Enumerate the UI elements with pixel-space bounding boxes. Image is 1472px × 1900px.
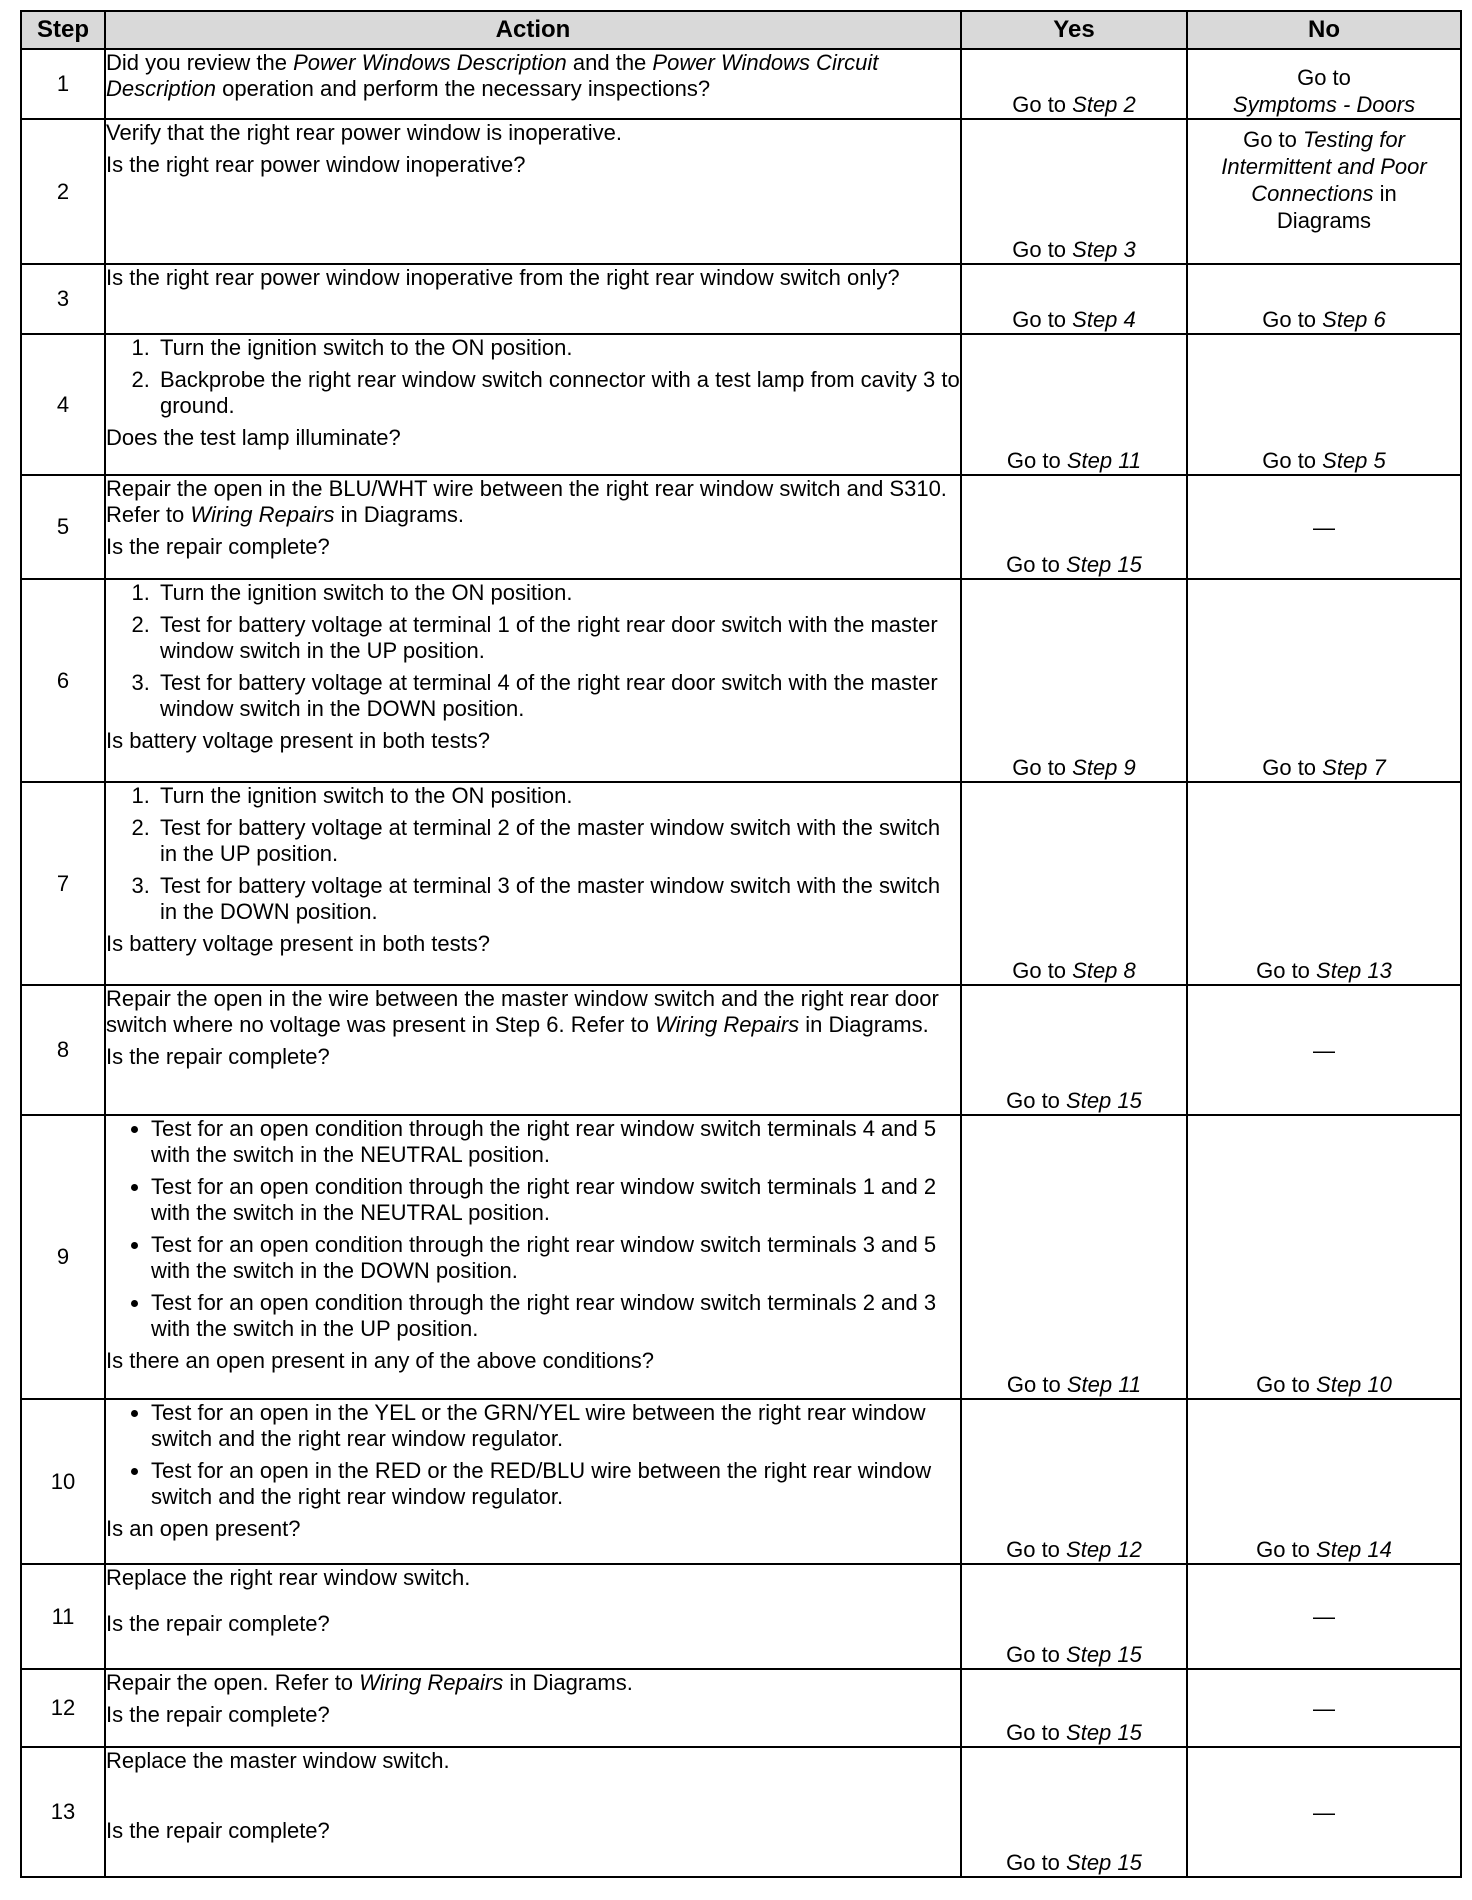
action-text: Repair the open. Refer to Wiring Repairs in Diagrams. (106, 1670, 633, 1695)
yes-cell: Go to Step 11 (961, 1115, 1187, 1399)
action-text: Replace the master window switch. (106, 1748, 450, 1773)
action-question: Is there an open present in any of the above conditions? (106, 1348, 654, 1373)
step-number: 5 (21, 475, 105, 579)
yes-cell: Go to Step 3 (961, 119, 1187, 264)
step-reference: Step 2 (1072, 92, 1136, 117)
table-row (21, 782, 1461, 985)
action-question: Is the repair complete? (106, 1611, 330, 1636)
no-cell (1187, 1669, 1461, 1747)
no-cell (1187, 475, 1461, 579)
list-item: 3. Test for battery voltage at terminal 4 of the right rear door switch with the master window switch in the DOWN position. (156, 670, 960, 722)
reference-link: Power Windows Description (293, 50, 567, 75)
step-reference: Step 10 (1316, 1372, 1392, 1397)
list-item: 2. Test for battery voltage at terminal 2 of the master window switch with the switch in the UP position. (156, 815, 960, 867)
action-cell (105, 579, 961, 782)
procedure-list (106, 335, 960, 419)
no-cell: Go to Step 13 (1187, 782, 1461, 985)
table-row (21, 119, 1461, 264)
table-row (21, 475, 1461, 579)
action-question: Does the test lamp illuminate? (106, 425, 401, 450)
list-item: 1. Turn the ignition switch to the ON position. (156, 783, 960, 809)
yes-cell: Go to Step 12 (961, 1399, 1187, 1564)
table-row (21, 985, 1461, 1115)
header-action: Action (105, 11, 961, 49)
yes-cell: Go to Step 15 (961, 1669, 1187, 1747)
list-item: • Test for an open condition through the right rear window switch terminals 4 and 5 with the switch in the NEUTRAL position. (151, 1116, 960, 1168)
header-step: Step (21, 11, 105, 49)
step-reference: Step 8 (1072, 958, 1136, 983)
no-cell: Go to Step 10 (1187, 1115, 1461, 1399)
action-question: Is an open present? (106, 1516, 301, 1541)
reference-link: Power Windows Circuit Description (106, 50, 879, 101)
action-cell (105, 475, 961, 579)
procedure-list (106, 783, 960, 925)
step-reference: Step 11 (1066, 448, 1142, 473)
table-row (21, 49, 1461, 119)
not-applicable-dash: — (1313, 1799, 1335, 1825)
action-text: Verify that the right rear power window is inoperative. (106, 120, 623, 145)
action-text: Replace the right rear window switch. (106, 1565, 471, 1590)
step-reference: Step 7 (1322, 755, 1386, 780)
diagnostic-table (20, 10, 1462, 1878)
list-item: 1. Turn the ignition switch to the ON position. (156, 335, 960, 361)
action-cell (105, 1564, 961, 1669)
step-reference: Step 6 (1322, 307, 1386, 332)
list-item: • Test for an open condition through the right rear window switch terminals 2 and 3 with the switch in the UP position. (151, 1290, 960, 1342)
no-cell: Go to Step 6 (1187, 264, 1461, 334)
step-reference: Step 15 (1066, 1720, 1142, 1745)
no-cell: Go to Symptoms - Doors (1187, 49, 1461, 119)
reference-link: Wiring Repairs (359, 1670, 504, 1695)
yes-cell: Go to Step 15 (961, 1564, 1187, 1669)
no-cell (1187, 1747, 1461, 1877)
step-number: 4 (21, 334, 105, 475)
reference-link: Wiring Repairs (655, 1012, 800, 1037)
step-reference: Step 5 (1322, 448, 1386, 473)
header-yes: Yes (961, 11, 1187, 49)
step-reference: Step 4 (1072, 307, 1136, 332)
step-number: 11 (21, 1564, 105, 1669)
table-row (21, 1399, 1461, 1564)
action-cell (105, 985, 961, 1115)
step-reference: Step 9 (1072, 755, 1136, 780)
action-cell (105, 1399, 961, 1564)
action-question: Is the repair complete? (106, 1702, 330, 1727)
list-item: 2. Backprobe the right rear window switch connector with a test lamp from cavity 3 to ground. (156, 367, 960, 419)
no-cell: Go to Step 5 (1187, 334, 1461, 475)
action-question: Is battery voltage present in both tests? (106, 931, 491, 956)
table-row (21, 1564, 1461, 1669)
action-question: Is the repair complete? (106, 534, 330, 559)
yes-cell: Go to Step 15 (961, 1747, 1187, 1877)
action-question: Is battery voltage present in both tests? (106, 728, 491, 753)
step-number: 13 (21, 1747, 105, 1877)
step-reference: Step 12 (1066, 1537, 1142, 1562)
step-number: 10 (21, 1399, 105, 1564)
action-cell (105, 264, 961, 334)
action-question: Is the repair complete? (106, 1818, 330, 1843)
yes-cell: Go to Step 15 (961, 985, 1187, 1115)
list-item: 2. Test for battery voltage at terminal 1 of the right rear door switch with the master window switch in the UP position. (156, 612, 960, 664)
no-cell (1187, 1564, 1461, 1669)
action-cell (105, 1669, 961, 1747)
yes-cell: Go to Step 15 (961, 475, 1187, 579)
step-reference: Step 15 (1066, 1088, 1142, 1113)
action-text: Did you review the Power Windows Description and the Power Windows Circuit Description operation and perform the necessary inspections? (106, 50, 879, 101)
step-number: 9 (21, 1115, 105, 1399)
step-reference: Step 11 (1066, 1372, 1142, 1397)
yes-cell: Go to Step 8 (961, 782, 1187, 985)
no-cell: Go to Step 14 (1187, 1399, 1461, 1564)
step-number: 1 (21, 49, 105, 119)
step-number: 7 (21, 782, 105, 985)
step-reference: Step 3 (1072, 237, 1136, 262)
action-question: Is the right rear power window inoperative from the right rear window switch only? (106, 265, 900, 290)
step-reference: Step 15 (1066, 1642, 1142, 1667)
not-applicable-dash: — (1313, 1604, 1335, 1629)
not-applicable-dash: — (1313, 1695, 1335, 1721)
list-item: • Test for an open condition through the right rear window switch terminals 3 and 5 with the switch in the DOWN position. (151, 1232, 960, 1284)
yes-cell: Go to Step 11 (961, 334, 1187, 475)
table-row (21, 264, 1461, 334)
step-reference: Step 15 (1066, 552, 1142, 577)
table-row (21, 1669, 1461, 1747)
yes-cell: Go to Step 2 (961, 49, 1187, 119)
not-applicable-dash: — (1313, 1037, 1335, 1063)
action-cell (105, 49, 961, 119)
list-item: • Test for an open in the RED or the RED/BLU wire between the right rear window switch and the right rear window regulator. (151, 1458, 960, 1510)
procedure-list (106, 580, 960, 722)
header-no: No (1187, 11, 1461, 49)
table-row (21, 1115, 1461, 1399)
action-cell (105, 334, 961, 475)
step-number: 8 (21, 985, 105, 1115)
step-reference: Symptoms - Doors (1232, 92, 1416, 117)
no-cell: Go to Step 7 (1187, 579, 1461, 782)
action-cell (105, 1747, 961, 1877)
step-number: 3 (21, 264, 105, 334)
list-item: • Test for an open condition through the right rear window switch terminals 1 and 2 with the switch in the NEUTRAL position. (151, 1174, 960, 1226)
action-question: Is the repair complete? (106, 1044, 330, 1069)
no-cell: Go to Testing for Intermittent and Poor Connections in Diagrams (1187, 119, 1461, 264)
reference-link: Wiring Repairs (190, 502, 335, 527)
action-text: Repair the open in the wire between the master window switch and the right rear door switch where no voltage was present in Step 6. Refer to Wiring Repairs in Diagrams. (106, 986, 939, 1037)
table-row (21, 1747, 1461, 1877)
action-cell (105, 1115, 961, 1399)
list-item: • Test for an open in the YEL or the GRN/YEL wire between the right rear window switch and the right rear window regulator. (151, 1400, 960, 1452)
list-item: 3. Test for battery voltage at terminal 3 of the master window switch with the switch in the DOWN position. (156, 873, 960, 925)
step-number: 6 (21, 579, 105, 782)
test-list (106, 1116, 960, 1342)
list-item: 1. Turn the ignition switch to the ON position. (156, 580, 960, 606)
test-list (106, 1400, 960, 1510)
step-number: 12 (21, 1669, 105, 1747)
yes-cell: Go to Step 9 (961, 579, 1187, 782)
no-cell (1187, 985, 1461, 1115)
table-row (21, 334, 1461, 475)
not-applicable-dash: — (1313, 514, 1335, 540)
step-reference: Step 14 (1316, 1537, 1392, 1562)
action-text: Repair the open in the BLU/WHT wire between the right rear window switch and S310. Refer to Wiring Repairs in Diagrams. (106, 476, 947, 527)
action-question: Is the right rear power window inoperative? (106, 152, 526, 177)
action-cell (105, 782, 961, 985)
table-row (21, 579, 1461, 782)
yes-cell: Go to Step 4 (961, 264, 1187, 334)
table-header-row (21, 11, 1461, 49)
diagnostic-document (20, 10, 1462, 1878)
action-cell (105, 119, 961, 264)
step-reference: Step 13 (1316, 958, 1392, 983)
step-reference: Step 15 (1066, 1850, 1142, 1875)
reference-link: Testing for Intermittent and Poor Connections (1221, 127, 1427, 206)
step-number: 2 (21, 119, 105, 264)
